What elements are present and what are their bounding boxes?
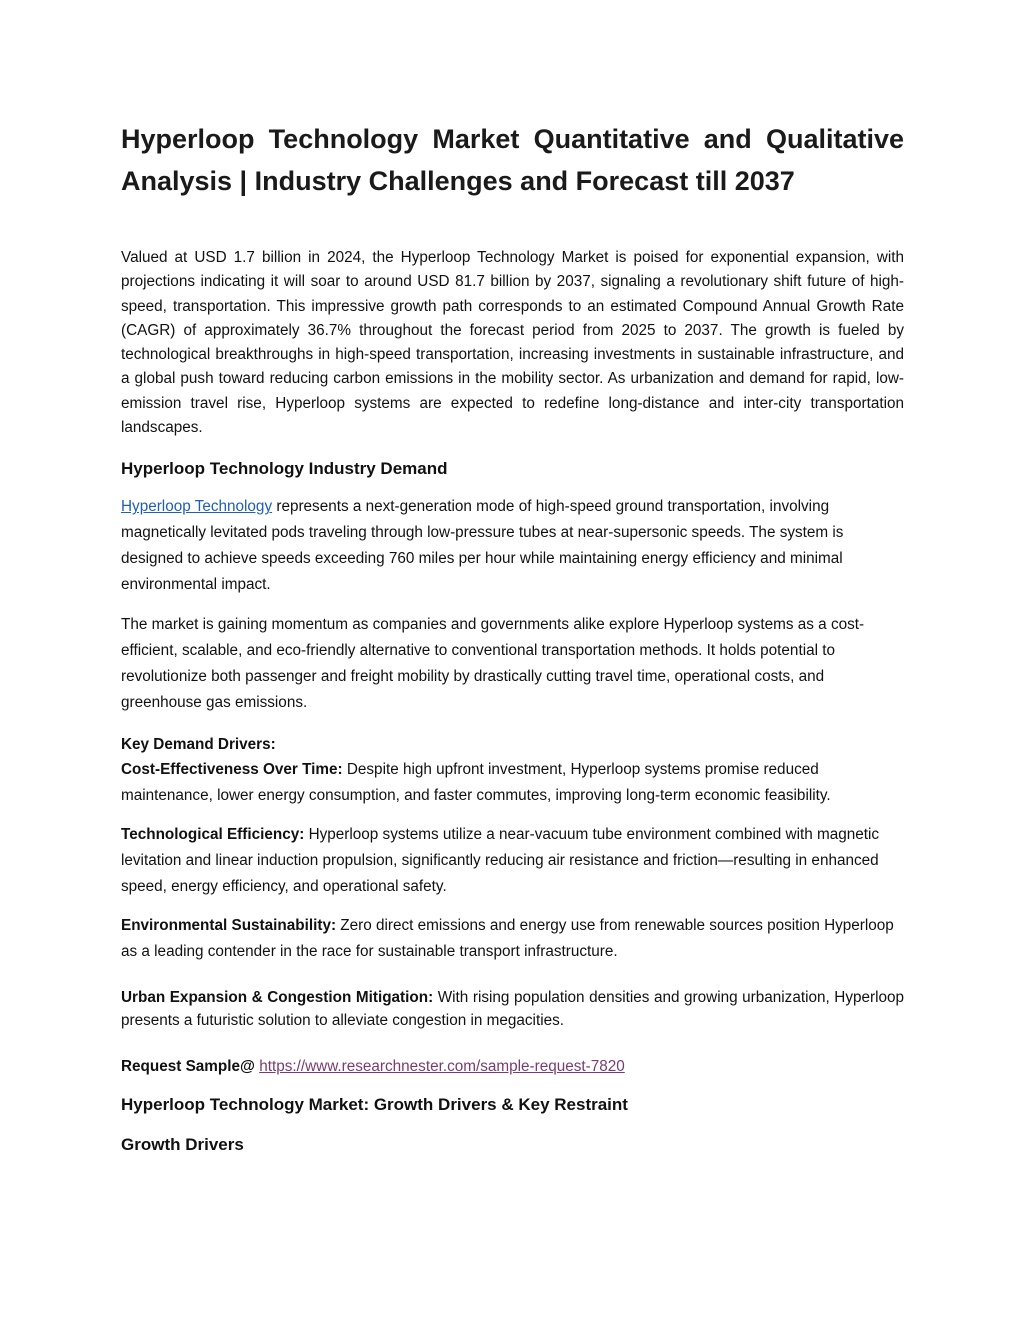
driver-label: Technological Efficiency: [121,826,305,844]
section-heading-industry-demand: Hyperloop Technology Industry Demand [121,459,448,479]
driver-text: With rising population densities and growing urbanization, Hyperloop presents a futuristic solution to alleviate congestion in megacities. [121,989,904,1029]
section-heading-growth-drivers: Growth Drivers [121,1135,244,1155]
hyperloop-description-text: represents a next-generation mode of high-speed ground transportation, involving magnetically levitated pods traveling through low-pressure tubes at near-supersonic speeds. The system is designed to achieve speeds exceeding 760 miles per hour while maintaining energy efficiency and minimal environmental impact. [121,498,844,594]
driver-environmental-sustainability [121,913,904,965]
document-title: Hyperloop Technology Market Quantitative and Qualitative Analysis | Industry Challenges and Forecast till 2037 [121,124,904,196]
driver-label: Cost-Effectiveness Over Time: [121,761,343,779]
driver-label: Urban Expansion & Congestion Mitigation: [121,989,434,1007]
hyperloop-technology-link[interactable]: Hyperloop Technology [121,498,273,516]
market-momentum-paragraph: The market is gaining momentum as companies and governments alike explore Hyperloop systems as a cost-efficient, scalable, and eco-friendly alternative to conventional transportation methods. It holds potential to revolutionize both passenger and freight mobility by drastically cutting travel time, operational costs, and greenhouse gas emissions. [121,616,865,712]
document-page [121,118,904,1157]
driver-text: Hyperloop systems utilize a near-vacuum tube environment combined with magnetic levitation and linear induction propulsion, significantly reducing air resistance and friction—resulting in enhanced speed, energy efficiency, and operational safety. [121,826,880,896]
driver-text: Despite high upfront investment, Hyperloop systems promise reduced maintenance, lower energy consumption, and faster commutes, improving long-term economic feasibility. [121,761,831,805]
request-sample-label: Request Sample@ [121,1058,255,1076]
sample-request-link[interactable]: https://www.researchnester.com/sample-request-7820 [259,1058,625,1076]
driver-label: Environmental Sustainability: [121,917,337,935]
request-sample-line [121,1055,904,1079]
hyperloop-description-paragraph [121,494,904,598]
driver-text: Zero direct emissions and energy use from renewable sources position Hyperloop as a leading contender in the race for sustainable transport infrastructure. [121,917,894,961]
driver-technological-efficiency [121,822,904,900]
section-heading-growth-drivers-restraint: Hyperloop Technology Market: Growth Drivers & Key Restraint [121,1095,628,1115]
driver-cost-effectiveness [121,757,904,809]
driver-urban-expansion [121,987,904,1032]
key-demand-drivers-title: Key Demand Drivers: [121,736,276,754]
intro-paragraph: Valued at USD 1.7 billion in 2024, the Hyperloop Technology Market is poised for exponential expansion, with projections indicating it will soar to around USD 81.7 billion by 2037, signaling a revolutionary shift future of high-speed, transportation. This impressive growth path corresponds to an estimated Compound Annual Growth Rate (CAGR) of approximately 36.7% throughout the forecast period from 2025 to 2037. The growth is fueled by technological breakthroughs in high-speed transportation, increasing investments in sustainable infrastructure, and a global push toward reducing carbon emissions in the mobility sector. As urbanization and demand for rapid, low-emission travel rise, Hyperloop systems are expected to redefine long-distance and inter-city transportation landscapes. [121,249,904,437]
